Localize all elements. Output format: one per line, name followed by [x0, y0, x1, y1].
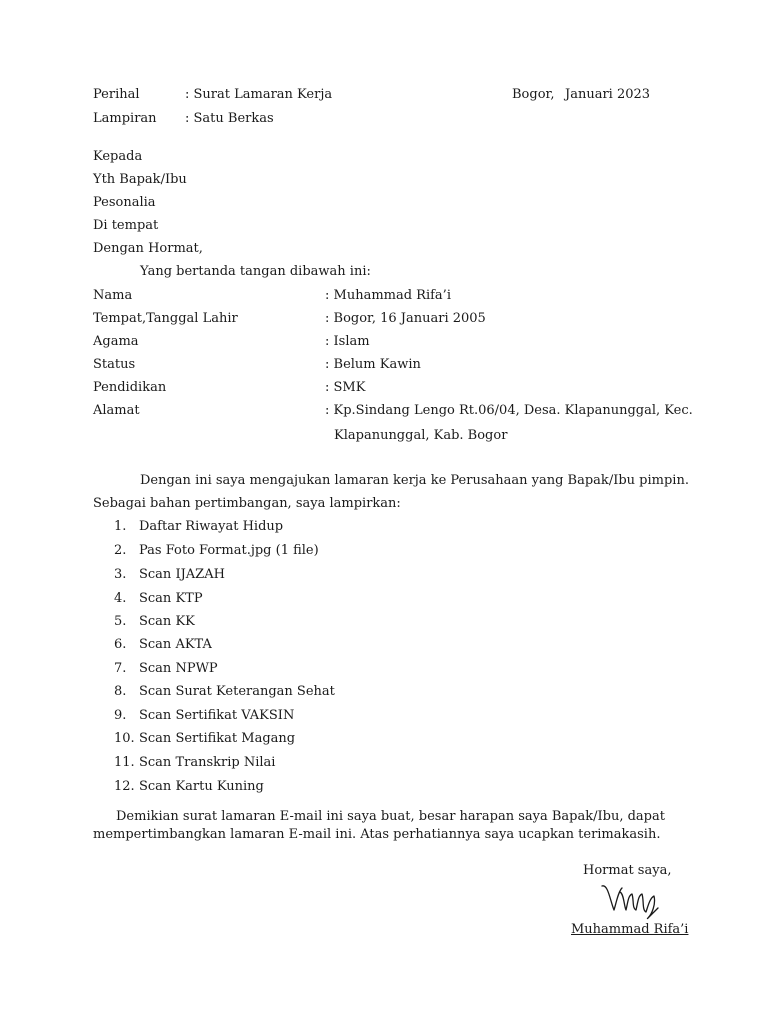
list-item: Daftar Riwayat Hidup	[139, 519, 284, 534]
field-value-nama: : Muhammad Rifa’i	[325, 288, 451, 303]
list-item-number: 4.	[114, 591, 127, 606]
recipient-line-2: Yth Bapak/Ibu	[93, 172, 187, 187]
list-item: Scan AKTA	[139, 637, 212, 652]
body-paragraph-1: Dengan ini saya mengajukan lamaran kerja ke Perusahaan yang Bapak/Ibu pimpin.	[140, 473, 689, 488]
lampiran-label: Lampiran	[93, 111, 157, 126]
greeting: Dengan Hormat,	[93, 241, 203, 256]
list-item: Pas Foto Format.jpg (1 file)	[139, 543, 319, 558]
recipient-line-4: Di tempat	[93, 218, 159, 233]
list-item: Scan Sertifikat VAKSIN	[139, 708, 295, 723]
signature-name: Muhammad Rifa’i	[571, 922, 689, 937]
field-label-agama: Agama	[93, 334, 139, 349]
list-item-number: 10.	[114, 731, 135, 746]
list-item: Scan IJAZAH	[139, 567, 225, 582]
field-label-pendidikan: Pendidikan	[93, 380, 167, 395]
closing-line-2: mempertimbangkan lamaran E-mail ini. Atas perhatiannya saya ucapkan terimakasih.	[93, 827, 661, 842]
list-item: Scan Kartu Kuning	[139, 779, 264, 794]
perihal-label: Perihal	[93, 87, 140, 102]
list-item-number: 9.	[114, 708, 127, 723]
list-item-number: 11.	[114, 755, 135, 770]
lampiran-value: : Satu Berkas	[185, 111, 274, 126]
list-item-number: 8.	[114, 684, 127, 699]
list-item: Scan Transkrip Nilai	[139, 755, 276, 770]
list-item-number: 7.	[114, 661, 127, 676]
letter-date: Januari 2023	[565, 87, 651, 102]
recipient-line-1: Kepada	[93, 149, 143, 164]
list-item-number: 6.	[114, 637, 127, 652]
perihal-value: : Surat Lamaran Kerja	[185, 87, 333, 102]
field-value-agama: : Islam	[325, 334, 370, 349]
list-item: Scan NPWP	[139, 661, 218, 676]
field-value-status: : Belum Kawin	[325, 357, 421, 372]
field-value-alamat-cont: Klapanunggal, Kab. Bogor	[334, 428, 508, 443]
field-value-ttl: : Bogor, 16 Januari 2005	[325, 311, 486, 326]
list-item-number: 3.	[114, 567, 127, 582]
recipient-line-3: Pesonalia	[93, 195, 156, 210]
list-item: Scan KK	[139, 614, 195, 629]
list-item-number: 5.	[114, 614, 127, 629]
field-value-pendidikan: : SMK	[325, 380, 366, 395]
field-label-alamat: Alamat	[93, 403, 140, 418]
field-label-nama: Nama	[93, 288, 133, 303]
letter-place: Bogor,	[512, 87, 555, 102]
field-value-alamat: : Kp.Sindang Lengo Rt.06/04, Desa. Klapanunggal, Kec.	[325, 403, 693, 418]
list-item-number: 2.	[114, 543, 127, 558]
field-label-ttl: Tempat,Tanggal Lahir	[93, 311, 238, 326]
list-item-number: 1.	[114, 519, 127, 534]
list-item: Scan KTP	[139, 591, 203, 606]
body-paragraph-2: Sebagai bahan pertimbangan, saya lampirkan:	[93, 496, 401, 511]
signature-salutation: Hormat saya,	[583, 863, 672, 878]
closing-line-1: Demikian surat lamaran E-mail ini saya buat, besar harapan saya Bapak/Ibu, dapat	[116, 809, 665, 824]
handwritten-signature	[598, 880, 668, 922]
list-item-number: 12.	[114, 779, 135, 794]
field-label-status: Status	[93, 357, 136, 372]
list-item: Scan Surat Keterangan Sehat	[139, 684, 335, 699]
intro-line: Yang bertanda tangan dibawah ini:	[140, 264, 371, 279]
list-item: Scan Sertifikat Magang	[139, 731, 296, 746]
